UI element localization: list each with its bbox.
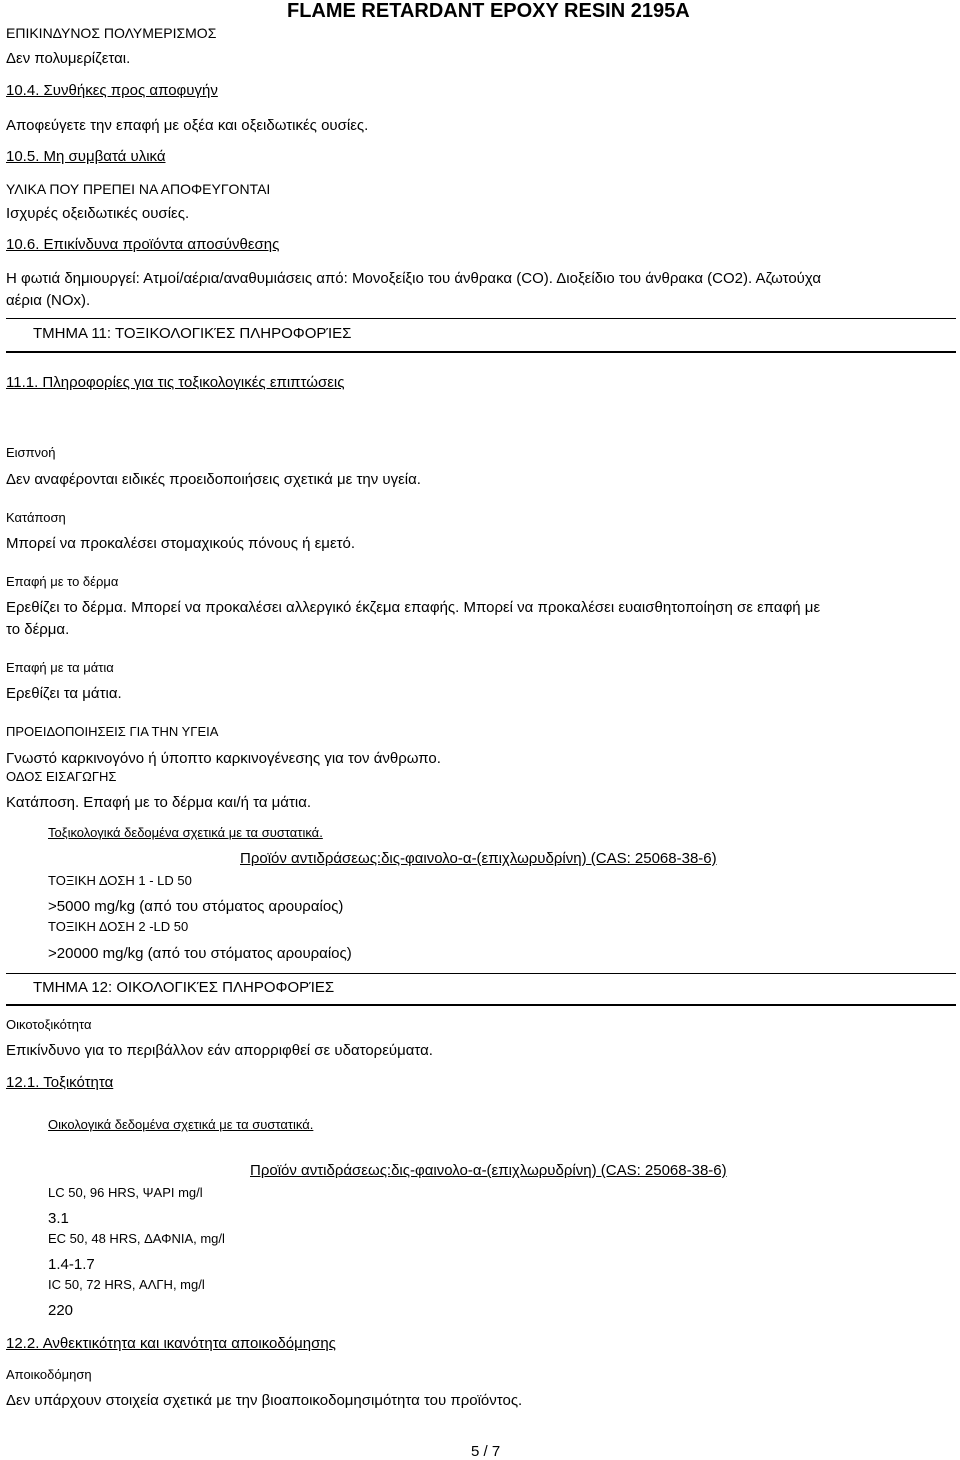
eye-contact-label: Επαφή με τα μάτια (6, 660, 114, 675)
route-of-entry-label: ΟΔΟΣ ΕΙΣΑΓΩΓΗΣ (6, 769, 117, 784)
ec50-value: 1.4-1.7 (48, 1256, 95, 1273)
route-of-entry-text: Κατάποση. Επαφή με το δέρμα και/ή τα μάτια. (6, 794, 312, 811)
inhalation-label: Εισπνοή (6, 445, 56, 460)
decomposition-products-line-1: Η φωτιά δημιουργεί: Ατμοί/αέρια/αναθυμιάσεις από: Μονοξείξιο του άνθρακα (CO). Διοξείδιο του άνθρακα (CO2). Αζωτούχα (6, 270, 822, 287)
skin-contact-label: Επαφή με το δέρμα (6, 574, 119, 589)
materials-to-avoid-heading: ΥΛΙΚΑ ΠΟΥ ΠΡΕΠΕΙ ΝΑ ΑΠΟΦΕΥΓΟΝΤΑΙ (6, 181, 271, 197)
degradability-text: Δεν υπάρχουν στοιχεία σχετικά με την βιοαποικοδομησιμότητα του προϊόντος. (6, 1392, 523, 1409)
conditions-to-avoid-text: Αποφεύγετε την επαφή με οξέα και οξειδωτικές ουσίες. (6, 117, 369, 134)
toxic-dose-1-value: >5000 mg/kg (από του στόματος αρουραίος) (48, 898, 344, 915)
section-11-top-rule (6, 318, 956, 319)
ecological-data-title: Οικολογικά δεδομένα σχετικά με τα συστατικά. (48, 1117, 314, 1132)
toxic-dose-1-label: ΤΟΞΙΚΗ ΔΟΣΗ 1 - LD 50 (48, 873, 192, 888)
page-number: 5 / 7 (471, 1443, 501, 1460)
ic50-label: IC 50, 72 HRS, ΑΛΓΗ, mg/l (48, 1277, 205, 1292)
subsection-10-4-title: 10.4. Συνθήκες προς αποφυγήν (6, 82, 218, 99)
section-11-bottom-rule (6, 351, 956, 353)
ingestion-text: Μπορεί να προκαλέσει στομαχικούς πόνους ή εμετό. (6, 535, 356, 552)
skin-contact-line-1: Ερεθίζει το δέρμα. Μπορεί να προκαλέσει αλλεργικό έκζεμα επαφής. Μπορεί να προκαλέσει ευαισθητοποίηση σε επαφή με (6, 599, 821, 616)
product-title: FLAME RETARDANT EPOXY RESIN 2195A (287, 0, 690, 22)
decomposition-products-line-2: αέρια (NOx). (6, 292, 91, 309)
materials-to-avoid-text: Ισχυρές οξειδωτικές ουσίες. (6, 205, 190, 222)
ingestion-label: Κατάποση (6, 510, 66, 525)
section-12-bottom-rule (6, 1004, 956, 1006)
ic50-value: 220 (48, 1302, 74, 1319)
skin-contact-line-2: το δέρμα. (6, 621, 70, 638)
ec50-label: EC 50, 48 HRS, ΔΑΦΝΙΑ, mg/l (48, 1231, 225, 1246)
ecotoxicity-text: Επικίνδυνο για το περιβάλλον εάν απορριφθεί σε υδατορεύματα. (6, 1042, 433, 1059)
ecology-component-name: Προϊόν αντιδράσεως:δις-φαινολο-α-(επιχλωρυδρίνη) (CAS: 25068-38-6) (250, 1162, 727, 1179)
health-warnings-text: Γνωστό καρκινογόνο ή ύποπτο καρκινογένεσης για τον άνθρωπο. (6, 750, 441, 767)
inhalation-text: Δεν αναφέρονται ειδικές προειδοποιήσεις σχετικά με την υγεία. (6, 471, 421, 488)
subsection-10-5-title: 10.5. Μη συμβατά υλικά (6, 148, 166, 165)
section-11-heading: ΤΜΗΜΑ 11: ΤΟΞΙΚΟΛΟΓΙΚΈΣ ΠΛΗΡΟΦΟΡΊΕΣ (33, 325, 352, 342)
toxic-dose-2-value: >20000 mg/kg (από του στόματος αρουραίος) (48, 945, 352, 962)
toxicological-data-title: Τοξικολογικά δεδομένα σχετικά με τα συστατικά. (48, 825, 323, 840)
lc50-value: 3.1 (48, 1210, 69, 1227)
degradability-label: Αποικοδόμηση (6, 1367, 92, 1382)
section-heading-hazardous-polymerisation: ΕΠΙΚΙΝΔΥΝΟΣ ΠΟΛΥΜΕΡΙΣΜΟΣ (6, 25, 217, 41)
subsection-12-1-title: 12.1. Τοξικότητα (6, 1074, 114, 1091)
subsection-10-6-title: 10.6. Επικίνδυνα προϊόντα αποσύνθεσης (6, 236, 280, 253)
lc50-label: LC 50, 96 HRS, ΨΑΡΙ mg/l (48, 1185, 203, 1200)
section-12-top-rule (6, 973, 956, 974)
eye-contact-text: Ερεθίζει τα μάτια. (6, 685, 122, 702)
toxicology-component-name: Προϊόν αντιδράσεως:δις-φαινολο-α-(επιχλωρυδρίνη) (CAS: 25068-38-6) (240, 850, 717, 867)
toxic-dose-2-label: ΤΟΞΙΚΗ ΔΟΣΗ 2 -LD 50 (48, 919, 189, 934)
section-12-heading: ΤΜΗΜΑ 12: ΟΙΚΟΛΟΓΙΚΈΣ ΠΛΗΡΟΦΟΡΊΕΣ (33, 979, 335, 996)
ecotoxicity-label: Οικοτοξικότητα (6, 1017, 92, 1032)
subsection-11-1-title: 11.1. Πληροφορίες για τις τοξικολογικές επιπτώσεις (6, 374, 345, 391)
polymerisation-text: Δεν πολυμερίζεται. (6, 50, 131, 67)
health-warnings-label: ΠΡΟΕΙΔΟΠΟΙΗΣΕΙΣ ΓΙΑ ΤΗΝ ΥΓΕΙΑ (6, 724, 219, 739)
subsection-12-2-title: 12.2. Ανθεκτικότητα και ικανότητα αποικοδόμησης (6, 1335, 336, 1352)
